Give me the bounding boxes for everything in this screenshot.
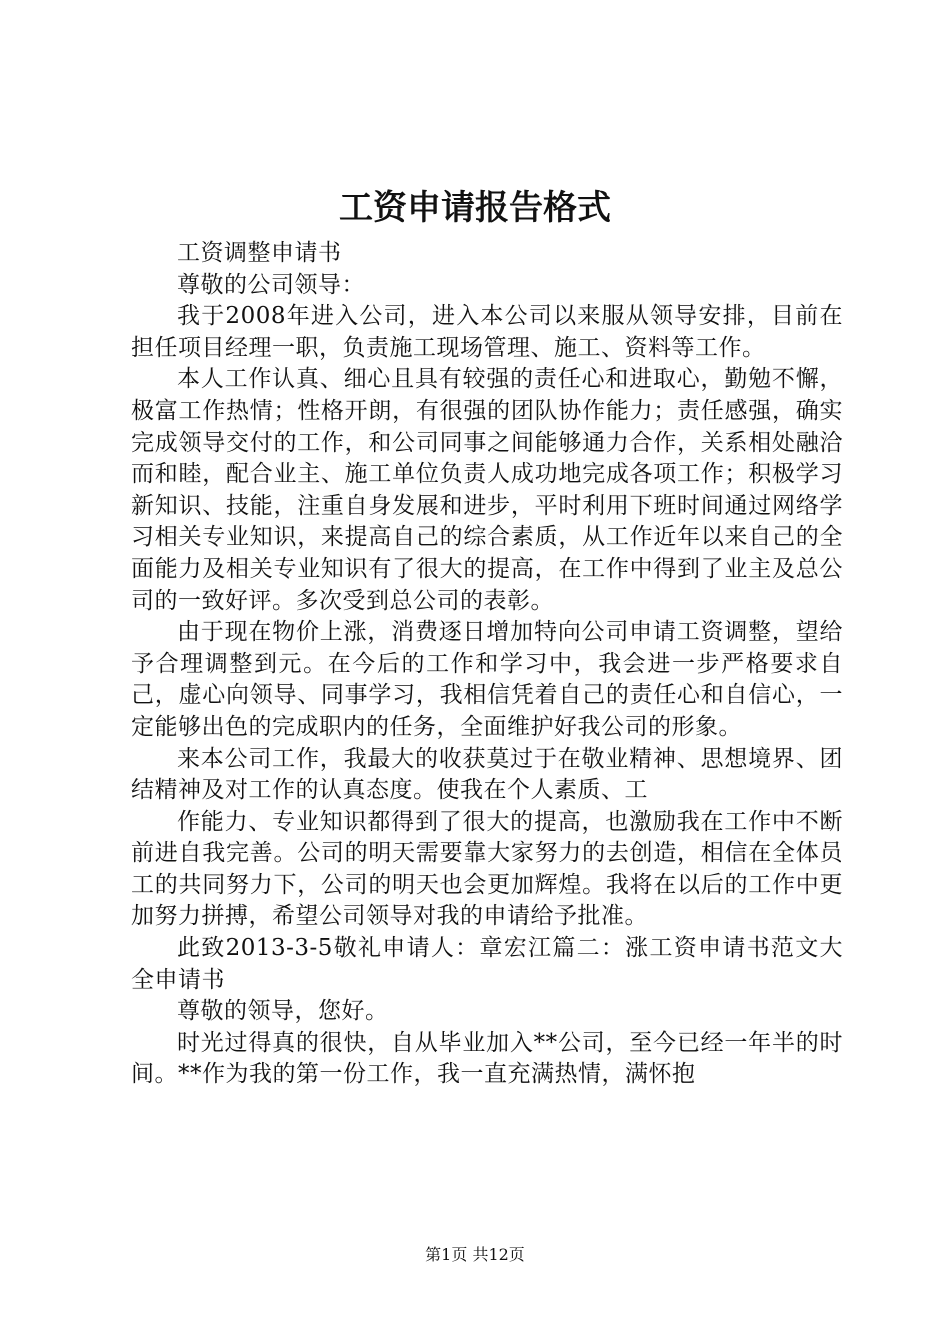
- paragraph: 我于2008年进入公司，进入本公司以来服从领导安排，目前在担任项目经理一职，负责施工现场管理、施工、资料等工作。: [131, 303, 843, 361]
- page-number-footer: 第1页 共12页: [425, 1245, 525, 1264]
- document-body: [131, 238, 843, 1091]
- paragraph: 工资调整申请书: [177, 240, 342, 266]
- document-title: 工资申请报告格式: [339, 188, 611, 228]
- paragraph: 本人工作认真、细心且具有较强的责任心和进取心，勤勉不懈，极富工作热情；性格开朗，有很强的团队协作能力；责任感强，确实完成领导交付的工作，和公司同事之间能够通力合作，关系相处融洽而和睦，配合业主、施工单位负责人成功地完成各项工作；积极学习新知识、技能，注重自身发展和进步，平时利用下班时间通过网络学习相关专业知识，来提高自己的综合素质，从工作近年以来自己的全面能力及相关专业知识有了很大的提高，在工作中得到了业主及总公司的一致好评。多次受到总公司的表彰。: [131, 366, 843, 614]
- paragraph: 来本公司工作，我最大的收获莫过于在敬业精神、思想境界、团结精神及对工作的认真态度。使我在个人素质、工: [131, 745, 843, 804]
- paragraph: 时光过得真的很快，自从毕业加入**公司，至今已经一年半的时间。**作为我的第一份工作，我一直充满热情，满怀抱: [131, 1029, 843, 1088]
- paragraph: 由于现在物价上涨，消费逐日增加特向公司申请工资调整，望给予合理调整到元。在今后的工作和学习中，我会进一步严格要求自己，虚心向领导、同事学习，我相信凭着自己的责任心和自信心，一定能够出色的完成职内的任务，全面维护好我公司的形象。: [131, 619, 843, 740]
- paragraph: 尊敬的公司领导：: [177, 271, 365, 298]
- paragraph: 此致2013-3-5敬礼申请人：章宏江篇二：涨工资申请书范文大全申请书: [131, 935, 843, 993]
- paragraph: 作能力、专业知识都得到了很大的提高，也激励我在工作中不断前进自我完善。公司的明天需要靠大家努力的去创造，相信在全体员工的共同努力下，公司的明天也会更加辉煌。我将在以后的工作中更加努力拼搏，希望公司领导对我的申请给予批准。: [131, 808, 843, 930]
- paragraph: 尊敬的领导，您好。: [177, 998, 389, 1025]
